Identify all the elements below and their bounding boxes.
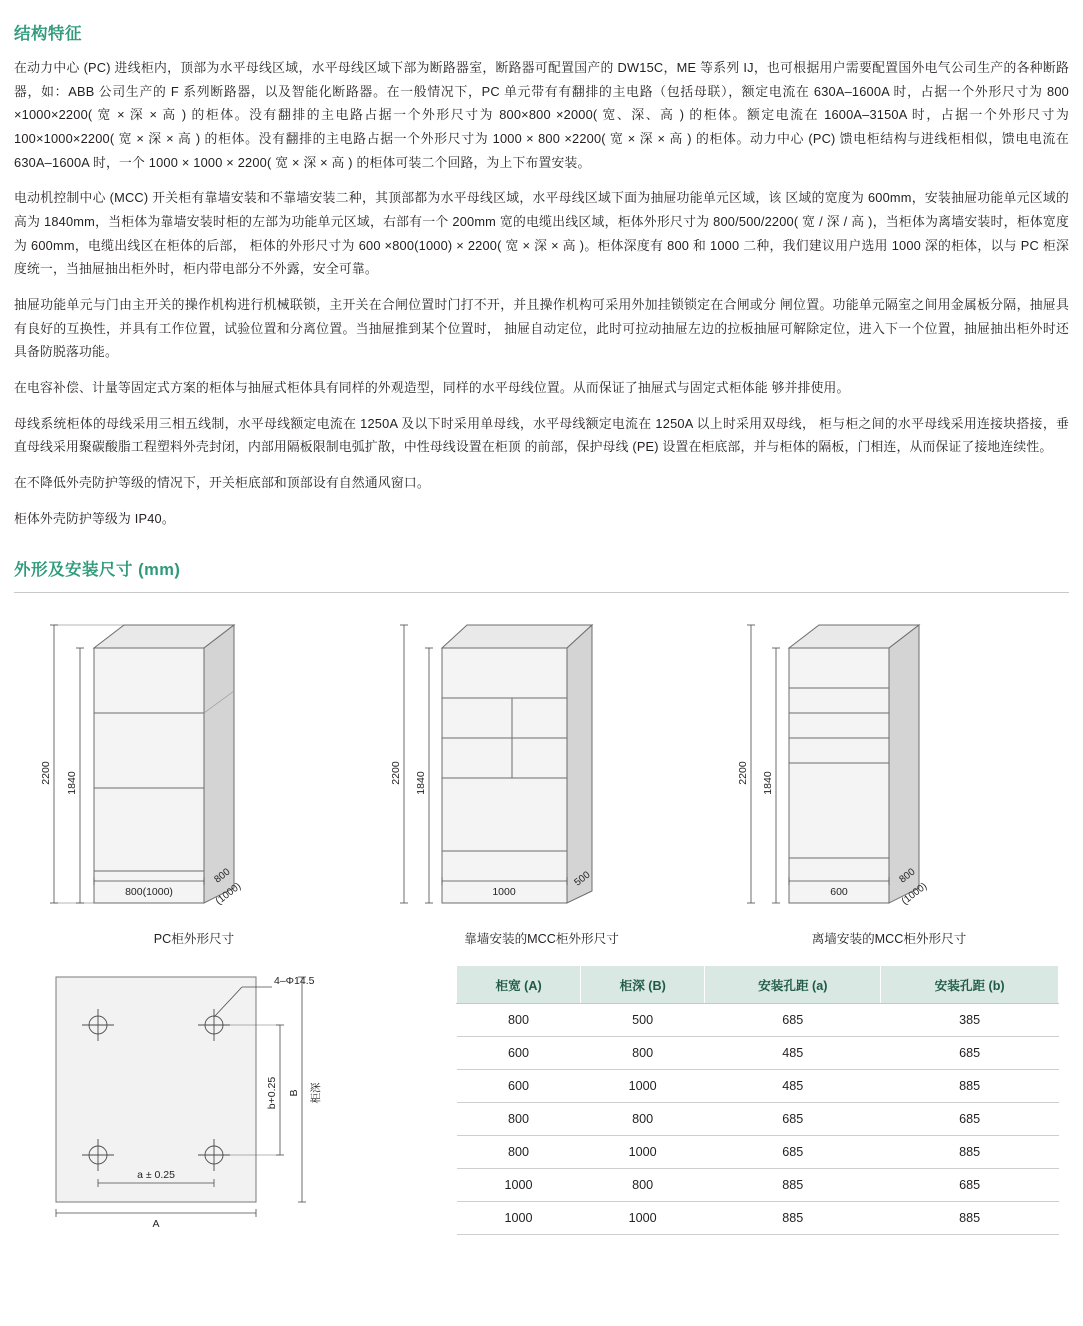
cell-depth: 1000 xyxy=(581,1070,705,1103)
cell-hole-b: 685 xyxy=(881,1037,1059,1070)
cell-width: 600 xyxy=(457,1070,581,1103)
table-body xyxy=(457,1004,1059,1235)
dim-width: 800(1000) xyxy=(125,886,173,899)
cell-width: 800 xyxy=(457,1103,581,1136)
table-row xyxy=(457,1169,1059,1202)
cell-hole-a: 885 xyxy=(705,1169,881,1202)
column-header-hole-a: 安装孔距 (a) xyxy=(705,966,881,1004)
dim-height-outer: 2200 xyxy=(40,761,52,786)
cell-hole-a: 485 xyxy=(705,1037,881,1070)
cell-width: 600 xyxy=(457,1037,581,1070)
cell-hole-a: 685 xyxy=(705,1103,881,1136)
hole-note: 4–Φ14.5 xyxy=(274,975,315,988)
dim-height-inner: 1840 xyxy=(762,771,774,796)
dim-b: B xyxy=(288,1089,300,1097)
diagram-pc-cabinet xyxy=(34,613,354,947)
cabinet-diagrams xyxy=(14,613,1069,947)
dim-width: 600 xyxy=(830,886,848,899)
cell-hole-a: 485 xyxy=(705,1070,881,1103)
diagram-mcc-free-cabinet xyxy=(729,613,1049,947)
dim-depth-top: 800 xyxy=(897,866,918,886)
cell-hole-b: 885 xyxy=(881,1202,1059,1235)
cell-hole-b: 685 xyxy=(881,1169,1059,1202)
paragraph-2: 电动机控制中心 (MCC) 开关柜有靠墙安装和不靠墙安装二种，其顶部都为水平母线区域，水平母线区域下面为抽屉功能单元区域，该 区域的宽度为 600mm，安装抽屉功能单元区域的高为 1840mm，当柜体为靠墙安装时柜的左部为功能单元区域，右部有一个 200mm 宽的电缆出线区域，柜体外形尺寸为 800/500/2200( 宽 / 深 / 高 )，当柜体为离墙安装时，柜体宽度为 600mm，电缆出线区在柜体的后部， 柜体的外形尺寸为 600 ×800(1000) × 2200( 宽 × 深 × 高 )。柜体深度有 800 和 1000 二种，我们建议用户选用 1000 深的柜体，以与 PC 柜深度统一，当抽屉抽出柜外时，柜内带电部分不外露，安全可靠。 xyxy=(14,190,1069,277)
table-row xyxy=(457,1004,1059,1037)
column-header-depth: 柜深 (B) xyxy=(581,966,705,1004)
cell-width: 800 xyxy=(457,1004,581,1037)
paragraph-5: 母线系统柜体的母线采用三相五线制，水平母线额定电流在 1250A 及以下时采用单母线，水平母线额定电流在 1250A 以上时采用双母线， 柜与柜之间的水平母线采用连接块搭接，垂直母线采用聚碳酸脂工程塑料外壳封闭，内部用隔板限制电弧扩散，中性母线设置在柜顶 的前部，保护母线 (PE) 设置在柜底部，并与柜体的隔板，门相连，从而保证了接地连续性。 xyxy=(14,415,1069,455)
paragraph-6: 在不降低外壳防护等级的情况下，开关柜底部和顶部设有自然通风窗口。 xyxy=(14,475,430,491)
base-plan-svg xyxy=(34,965,434,1230)
mcc-free-cabinet-drawing xyxy=(729,613,1049,913)
cell-hole-a: 685 xyxy=(705,1136,881,1169)
column-header-hole-b: 安装孔距 (b) xyxy=(881,966,1059,1004)
cell-hole-b: 885 xyxy=(881,1070,1059,1103)
dim-a-tolerance: a ± 0.25 xyxy=(137,1169,175,1182)
table-header-row xyxy=(457,966,1059,1004)
dim-depth-bottom: (1000) xyxy=(899,881,930,908)
table-row xyxy=(457,1070,1059,1103)
table-row xyxy=(457,1037,1059,1070)
cell-hole-b: 385 xyxy=(881,1004,1059,1037)
dim-depth-top: 500 xyxy=(571,869,592,889)
dim-height-outer: 2200 xyxy=(737,761,749,786)
dim-height-outer: 2200 xyxy=(389,761,402,786)
diagram-caption: 离墙安装的MCC柜外形尺寸 xyxy=(811,932,967,947)
paragraph-3: 抽屉功能单元与门由主开关的操作机构进行机械联锁，主开关在合闸位置时门打不开，并且操作机构可采用外加挂锁锁定在合闸或分 闸位置。功能单元隔室之间用金属板分隔，抽屉具有良好的互换性，并具有工作位置，试验位置和分离位置。当抽屉推到某个位置时， 抽屉自动定位，此时可拉动抽屉左边的拉板抽屉可解除定位，进入下一个位置，抽屉抽出柜外时还具备防脱落功能。 xyxy=(14,297,1069,360)
page-title: 结构特征 xyxy=(14,25,82,43)
cell-depth: 1000 xyxy=(581,1202,705,1235)
cell-width: 1000 xyxy=(457,1169,581,1202)
cell-depth: 800 xyxy=(581,1037,705,1070)
diagram-caption: PC柜外形尺寸 xyxy=(153,932,235,947)
diagram-caption: 靠墙安装的MCC柜外形尺寸 xyxy=(464,932,619,947)
paragraph-4: 在电容补偿、计量等固定式方案的柜体与抽屉式柜体具有同样的外观造型，同样的水平母线位置。从而保证了抽屉式与固定式柜体能 够并排使用。 xyxy=(14,380,850,396)
dim-height-inner: 1840 xyxy=(414,771,427,796)
cell-hole-b: 885 xyxy=(881,1136,1059,1169)
paragraph-1: 在动力中心 (PC) 进线柜内，顶部为水平母线区域，水平母线区域下部为断路器室，断路器可配置国产的 DW15C，ME 等系列 IJ，也可根据用户需要配置国外电气公司生产的各种断路器，如：ABB 公司生产的 F 系列断路器，以及智能化断路器。在一般情况下，PC 单元带有有翻排的主电路（包括母联），额定电流在 630A–1600A 时，占据一个外形尺寸为 800 ×1000×2200( 宽 × 深 × 高 ) 的柜体。没有翻排的主电路占据一个外形尺寸为 800×800 ×2000( 宽、深、高 ) 的柜体。额定电流在 1600A–3150A 时，占据一个外形尺寸为 100×1000×2200( 宽 × 深 × 高 ) 的柜体。没有翻排的主电路占据一个外形尺寸为 1000 × 800 ×2200( 宽 × 深 × 高 ) 的柜体。动力中心 (PC) 馈电柜结构与进线柜相似，馈电电流在 630A–1600A 时，一个 1000 × 1000 × 2200( 宽 × 深 × 高 ) 的柜体可装二个回路，为上下布置安装。 xyxy=(14,60,1069,170)
lower-section xyxy=(14,965,1069,1235)
diagram-mcc-wall-cabinet xyxy=(382,613,702,947)
mounting-plan-drawing xyxy=(34,965,434,1235)
cell-hole-b: 685 xyxy=(881,1103,1059,1136)
divider xyxy=(14,592,1069,593)
table-row xyxy=(457,1136,1059,1169)
cell-depth: 800 xyxy=(581,1169,705,1202)
dim-height-inner: 1840 xyxy=(66,771,78,796)
cell-width: 1000 xyxy=(457,1202,581,1235)
cell-hole-a: 685 xyxy=(705,1004,881,1037)
table-row xyxy=(457,1202,1059,1235)
dim-depth-bottom: (1000) xyxy=(213,881,244,908)
paragraph-7: 柜体外壳防护等级为 IP40。 xyxy=(14,510,175,526)
cell-depth: 800 xyxy=(581,1103,705,1136)
dimension-table xyxy=(456,965,1059,1235)
mcc-wall-cabinet-drawing xyxy=(382,613,702,913)
pc-cabinet-drawing xyxy=(34,613,354,913)
cell-depth: 500 xyxy=(581,1004,705,1037)
cell-width: 800 xyxy=(457,1136,581,1169)
cell-depth: 1000 xyxy=(581,1136,705,1169)
cell-hole-a: 885 xyxy=(705,1202,881,1235)
dim-b-tolerance: b+0.25 xyxy=(266,1077,278,1110)
table-row xyxy=(457,1103,1059,1136)
dim-width: 1000 xyxy=(491,886,516,899)
section-title-dimensions: 外形及安装尺寸 (mm) xyxy=(14,561,181,580)
dim-b-label-cn: 柜深 xyxy=(310,1082,322,1104)
column-header-width: 柜宽 (A) xyxy=(457,966,581,1004)
dim-a: A xyxy=(152,1218,160,1231)
dim-depth-top: 800 xyxy=(212,866,233,886)
